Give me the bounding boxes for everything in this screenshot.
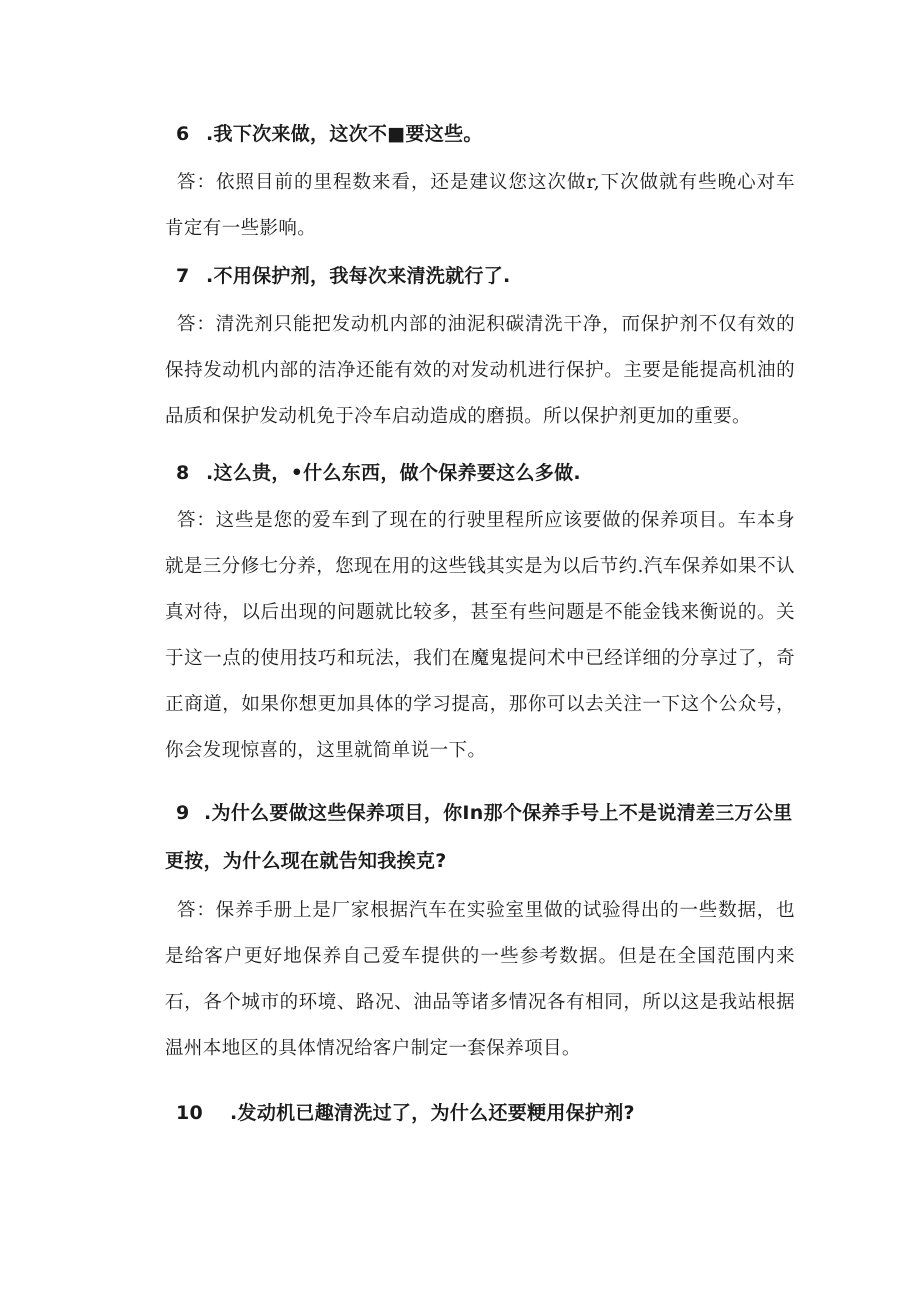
answer-8: 答：这些是您的爱车到了现在的行驶里程所应该要做的保养项目。车本身就是三分修七分养，您现在用的这些钱其实是为以后节约.汽车保养如果不认真对待，以后出现的问题就比较多，甚至有些问题是不能金钱来衡说的。关于这一点的使用技巧和玩法，我们在魔鬼提问术中已经详细的分享过了，奇正商道，如果你想更加具体的学习提高，那你可以去关注一下这个公众号，你会发现惊喜的，这里就简单说一下。 [165,510,795,761]
question-number: 8 [176,462,190,484]
question-text: .为什么要做这些保养项目，你In那个保养手号上不是说清差三万公里更按，为什么现在就告知我挨克? [165,802,793,872]
answer-7: 答：清洗剂只能把发动机内部的油泥积碳清洗干净，而保护剂不仅有效的保持发动机内部的洁净还能有效的对发动机进行保护。主要是能提高机油的品质和保护发动机免于冷车启动造成的磨损。所以保护剂更加的重要。 [165,314,795,427]
question-text: .这么贵，•什么东西，做个保养要这么多做. [206,462,581,484]
question-text: .发动机已趣清洗过了，为什么还要粳用保护剂? [230,1102,635,1124]
question-7 [176,258,796,294]
question-8 [176,455,796,491]
question-9 [165,789,795,885]
answer-9: 答：保养手册上是厂家根据汽车在实验室里做的试验得出的一些数据，也是给客户更好地保养自己爱车提供的一些参考数据。但是在全国范围内来石，各个城市的环境、路况、油品等诸多情况各有相同，所以这是我站根据温州本地区的具体情况给客户制定一套保养项目。 [165,900,795,1059]
question-number: 6 [176,123,190,145]
question-number: 9 [176,802,190,824]
question-10 [176,1095,796,1131]
question-text: .我下次来做，这次不■要这些。 [206,123,483,145]
question-text: .不用保护剂，我每次来清洗就行了. [206,265,511,287]
answer-6: 答：依照目前的里程数来看，还是建议您这次做r,下次做就有些晚心对车肯定有一些影响。 [165,172,795,239]
question-6 [176,116,796,152]
question-number: 10 [176,1102,204,1124]
question-number: 7 [176,265,190,287]
